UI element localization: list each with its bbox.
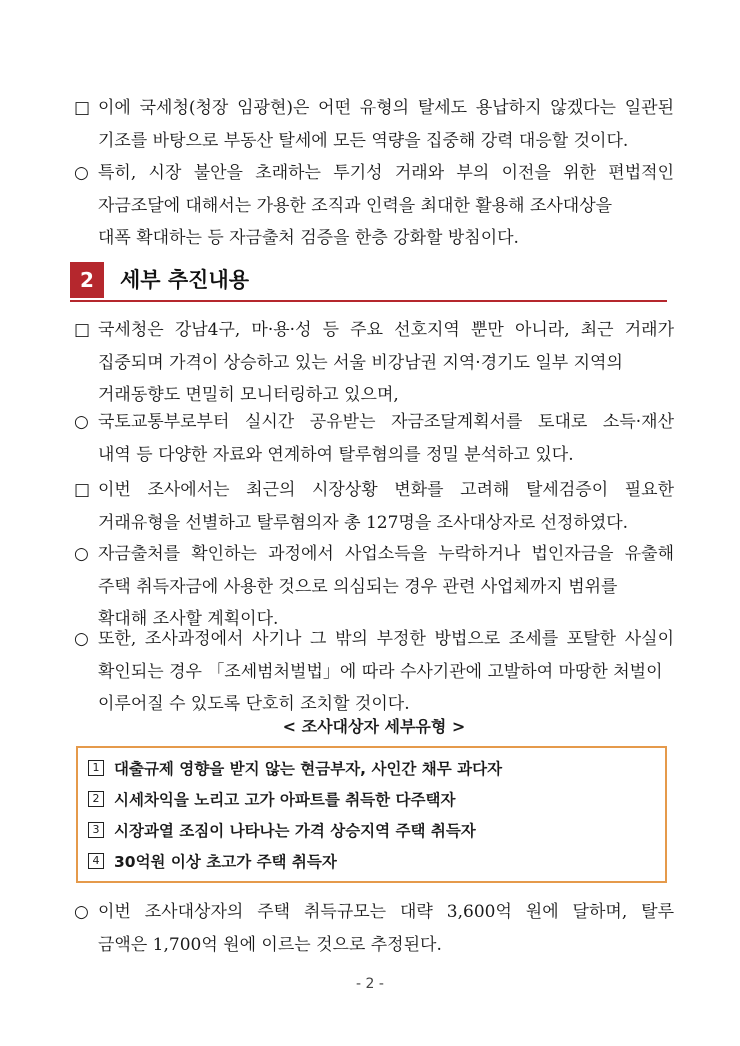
circle-bullet-icon: ○ <box>74 544 89 564</box>
paragraph-scope <box>74 538 674 636</box>
paragraph-monitoring <box>74 314 674 412</box>
square-bullet-icon: □ <box>74 320 91 340</box>
number-box: 3 <box>88 822 104 838</box>
square-bullet-icon: □ <box>74 480 91 500</box>
number-box: 1 <box>88 760 104 776</box>
text-line: 내역 등 다양한 자료와 연계하여 탈루혐의를 정밀 분석하고 있다. <box>98 444 574 465</box>
text-line: 자금조달에 대해서는 가용한 조직과 인력을 최대한 활용해 조사대상을 <box>98 195 613 216</box>
circle-bullet-icon: ○ <box>74 629 89 649</box>
text-line: 집중되며 가격이 상승하고 있는 서울 비강남권 지역·경기도 일부 지역의 <box>98 352 623 373</box>
square-bullet-icon: □ <box>74 98 91 118</box>
circle-bullet-icon: ○ <box>74 412 89 432</box>
text-line: 이번 조사대상자의 주택 취득규모는 대략 3,600억 원에 달하며, 탈루 <box>98 902 674 922</box>
circle-bullet-icon: ○ <box>74 163 89 183</box>
text-line: 거래유형을 선별하고 탈루혐의자 총 127명을 조사대상자로 선정하였다. <box>98 512 629 533</box>
text-line: 국세청은 강남4구, 마·용·성 등 주요 선호지역 뿐만 아니라, 최근 거래가 <box>98 320 674 340</box>
text-line: 국토교통부로부터 실시간 공유받는 자금조달계획서를 토대로 소득·재산 <box>98 412 674 432</box>
text-line: 이에 국세청(청장 임광현)은 어떤 유형의 탈세도 용납하지 않겠다는 일관된 <box>98 98 674 118</box>
text-line: 확인되는 경우 「조세범처벌법」에 따라 수사기관에 고발하여 마땅한 처벌이 <box>98 661 663 682</box>
paragraph-prosecution <box>74 623 674 721</box>
list-item <box>88 847 655 878</box>
text-line: 기조를 바탕으로 부동산 탈세에 모든 역량을 집중해 강력 대응할 것이다. <box>98 130 629 151</box>
list-item-text: 시세차익을 노리고 고가 아파트를 취득한 다주택자 <box>114 791 456 809</box>
text-line: 특히, 시장 불안을 초래하는 투기성 거래와 부의 이전을 위한 편법적인 <box>98 163 674 183</box>
text-line: 이번 조사에서는 최근의 시장상황 변화를 고려해 탈세검증이 필요한 <box>98 480 674 500</box>
paragraph-estimate <box>74 896 674 961</box>
table-caption: < 조사대상자 세부유형 > <box>282 717 466 736</box>
list-item-text: 대출규제 영향을 받지 않는 현금부자, 사인간 채무 과다자 <box>114 760 503 778</box>
paragraph-selection <box>74 474 674 539</box>
list-item <box>88 785 655 816</box>
section-number: 2 <box>70 262 104 298</box>
text-line: 이루어질 수 있도록 단호히 조치할 것이다. <box>98 694 410 714</box>
text-line: 금액은 1,700억 원에 이르는 것으로 추정된다. <box>98 934 442 955</box>
paragraph-policy <box>74 157 674 255</box>
list-item-text: 30억원 이상 초고가 주택 취득자 <box>114 853 337 871</box>
text-line: 또한, 조사과정에서 사기나 그 밖의 부정한 방법으로 조세를 포탈한 사실이 <box>98 629 674 649</box>
text-line: 거래동향도 면밀히 모니터링하고 있으며, <box>98 385 399 405</box>
number-box: 4 <box>88 853 104 869</box>
text-line: 자금출처를 확인하는 과정에서 사업소득을 누락하거나 법인자금을 유출해 <box>98 544 674 564</box>
list-item <box>88 816 655 847</box>
page-number: - 2 - <box>356 976 384 992</box>
list-item <box>88 754 655 785</box>
circle-bullet-icon: ○ <box>74 902 89 922</box>
text-line: 대폭 확대하는 등 자금출처 검증을 한층 강화할 방침이다. <box>98 228 519 248</box>
investigation-types-box <box>76 746 667 883</box>
paragraph-intro <box>74 92 674 157</box>
number-box: 2 <box>88 791 104 807</box>
section-title: 세부 추진내용 <box>120 268 250 292</box>
text-line: 확대해 조사할 계획이다. <box>98 609 279 629</box>
section-header <box>70 262 667 302</box>
text-line: 주택 취득자금에 사용한 것으로 의심되는 경우 관련 사업체까지 범위를 <box>98 576 618 597</box>
list-item-text: 시장과열 조짐이 나타나는 가격 상승지역 주택 취득자 <box>114 822 476 840</box>
paragraph-analysis <box>74 406 674 471</box>
